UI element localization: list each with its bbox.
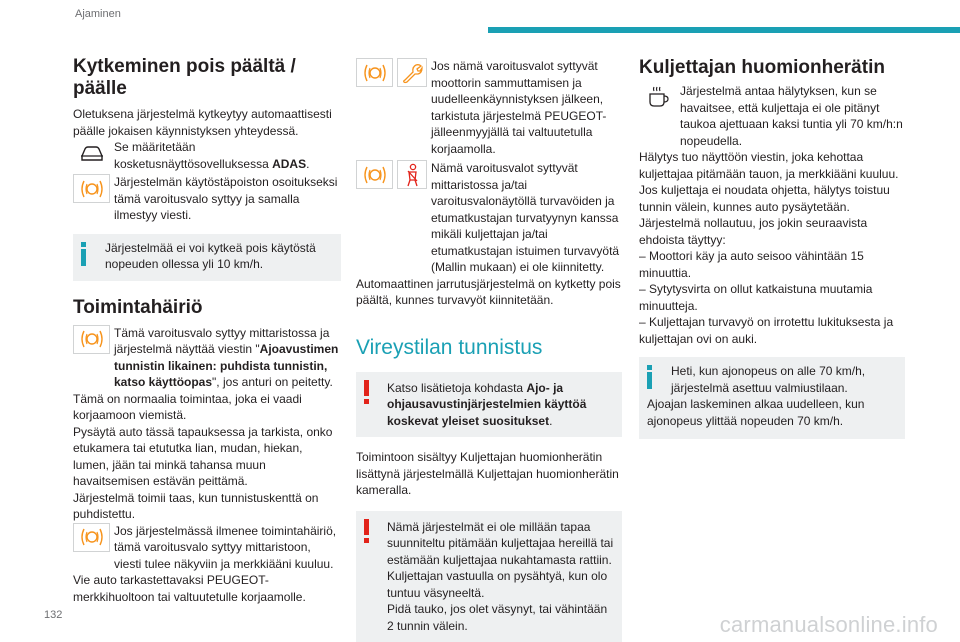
auto-brake-text: Automaattinen jarrutusjärjestelmä on kytketty pois päältä, kunnes turvavyöt kiinnitetään. — [356, 276, 622, 309]
fault-text-5: Jos järjestelmässä ilmenee toimintahäiriö, tämä varoitusvalo syttyy mittaristoon, viesti tulee näkyviin ja merkkiääni kuuluu. — [114, 523, 341, 573]
exclamation-icon — [364, 519, 378, 548]
collision-warning-icon — [73, 523, 110, 552]
attention-text-7: – Kuljettajan turvavyö on irrotettu lukituksesta ja kuljettajan ovi on auki. — [639, 314, 905, 347]
fault-text-6: Vie auto tarkastettavaksi PEUGEOT-merkkihuoltoon tai valtuutetulle korjaamolle. — [73, 572, 341, 605]
attention-text-4: Järjestelmä nollautuu, jos jokin seuraavista ehdoista täyttyy: — [639, 215, 905, 248]
attention-text-1: Järjestelmä antaa hälytyksen, kun se havaitsee, että kuljettaja ei ole pitänyt taukoa ajettuaan kaksi tuntia yli 70 km/h:n nopeudella. — [680, 83, 905, 149]
deactivation-text: Järjestelmän käytöstäpoiston osoitukseksi tämä varoitusvalo syttyy ja samalla ilmestyy viesti. — [114, 174, 341, 224]
info-note-standby — [639, 357, 905, 439]
column-2 — [356, 50, 622, 642]
info-note-text: Järjestelmää ei voi kytkeä pois käytöstä nopeuden ollessa yli 10 km/h. — [105, 240, 333, 273]
warning-note-text-1: Katso lisätietoja kohdasta Ajo- ja ohjausavustinjärjestelmien käyttöä koskevat yleiset suositukset. — [387, 380, 614, 430]
watermark: carmanualsonline.info — [720, 612, 938, 638]
fault-row — [73, 325, 341, 391]
heading-switch-off: Kytkeminen pois päältä / päälle — [73, 56, 341, 100]
wrench-icon — [397, 58, 427, 87]
heading-driver-attention: Kuljettajan huomionherätin — [639, 57, 905, 79]
attention-text-2: Hälytys tuo näyttöön viestin, joka kehottaa kuljettajaa pitämään tauon, ja merkkiääni kuuluu. — [639, 149, 905, 182]
stop-start-row — [356, 58, 622, 157]
attention-row — [639, 83, 905, 149]
header-accent-bar — [488, 27, 960, 33]
attention-text-6: – Sytytysvirta on ollut katkaistuna muutamia minuutteja. — [639, 281, 905, 314]
warning-note-not-designed — [356, 511, 622, 642]
attention-text-3: Jos kuljettaja ei noudata ohjetta, hälytys toistuu tunnin välein, kunnes auto pysäytetään. — [639, 182, 905, 215]
fault-text-1: Tämä varoitusvalo syttyy mittaristossa ja järjestelmä näyttää viestin "Ajoavustimen tunnistin likainen: puhdista tunnistin, katso käyttöopas", jos anturi on peitetty. — [114, 325, 341, 391]
includes-text: Toimintoon sisältyy Kuljettajan huomionherätin lisättynä järjestelmällä Kuljettajan huomionherätin kameralla. — [356, 449, 622, 499]
fault-text-2: Tämä on normaalia toimintaa, joka ei vaadi korjaamoon viemistä. — [73, 391, 341, 424]
collision-warning-icon — [73, 325, 110, 354]
header-section-label: Ajaminen — [75, 8, 121, 20]
coffee-cup-icon — [639, 83, 676, 112]
paragraph-default: Oletuksena järjestelmä kytkeytyy automaattisesti päälle jokaisen käynnistyksen yhteydessä. — [73, 106, 341, 139]
info-icon — [81, 242, 95, 271]
warning-note-recommendations — [356, 372, 622, 438]
fault-text-3: Pysäytä auto tässä tapauksessa ja tarkista, onko etukamera tai etututka lian, mudan, hiekan, lumen, jään tai minkä tahansa muun havaitsemisen estävän peittämä. — [73, 424, 341, 490]
collision-warning-icon — [73, 174, 110, 203]
page-number: 132 — [44, 609, 62, 621]
info-note-standby-text: Heti, kun ajonopeus on alle 70 km/h, järjestelmä asettuu valmiustilaan. Ajoajan laskeminen alkaa uudelleen, kun ajonopeus ylittää nopeuden 70 km/h. — [671, 363, 897, 429]
column-1 — [73, 50, 341, 605]
collision-warning-icon — [356, 58, 393, 87]
info-note-speed — [73, 234, 341, 281]
warning-note-text-2: Nämä järjestelmät ei ole millään tapaa suunniteltu pitämään kuljettajaa hereillä tai estämään kuljettajaa nukahtamasta rattiin. Kuljettajan vastuulla on pysähtyä, kun olo tuntuu väsyneeltä. Pidä tauko, jos olet väsynyt, tai vähintään 2 tunnin välein. — [387, 519, 614, 635]
seatbelt-text: Nämä varoitusvalot syttyvät mittaristossa ja/tai varoitusvalonäytöllä turvavöiden ja etumatkustajan turvatyynyn kanssa mikäli kuljettajan ja/tai etumatkustajan istuimen turvavyötä (Mallin mukaan) ei ole kiinnitetty. — [431, 160, 622, 276]
collision-warning-icon — [356, 160, 393, 189]
seatbelt-row — [356, 160, 622, 276]
column-3 — [639, 50, 905, 439]
fault-row-2 — [73, 523, 341, 573]
adas-text: Se määritetään kosketusnäyttösovelluksessa ADAS. — [114, 139, 341, 172]
exclamation-icon — [364, 380, 378, 409]
heading-fault: Toimintahäiriö — [73, 297, 341, 319]
attention-text-5: – Moottori käy ja auto seisoo vähintään 15 minuuttia. — [639, 248, 905, 281]
heading-fatigue-detection: Vireystilan tunnistus — [356, 335, 622, 360]
car-outline-icon — [73, 139, 110, 168]
stop-start-text: Jos nämä varoitusvalot syttyvät moottorin sammuttamisen ja uudelleenkäynnistyksen jälkeen, tarkistuta järjestelmä PEUGEOT-jälleenmyyjällä tai valtuutetulla korjaamolla. — [431, 58, 622, 157]
info-icon — [647, 365, 661, 394]
adas-setting-row — [73, 139, 341, 172]
fault-text-4: Järjestelmä toimii taas, kun tunnistuskenttä on puhdistettu. — [73, 490, 341, 523]
seatbelt-icon — [397, 160, 427, 189]
deactivation-row — [73, 174, 341, 224]
